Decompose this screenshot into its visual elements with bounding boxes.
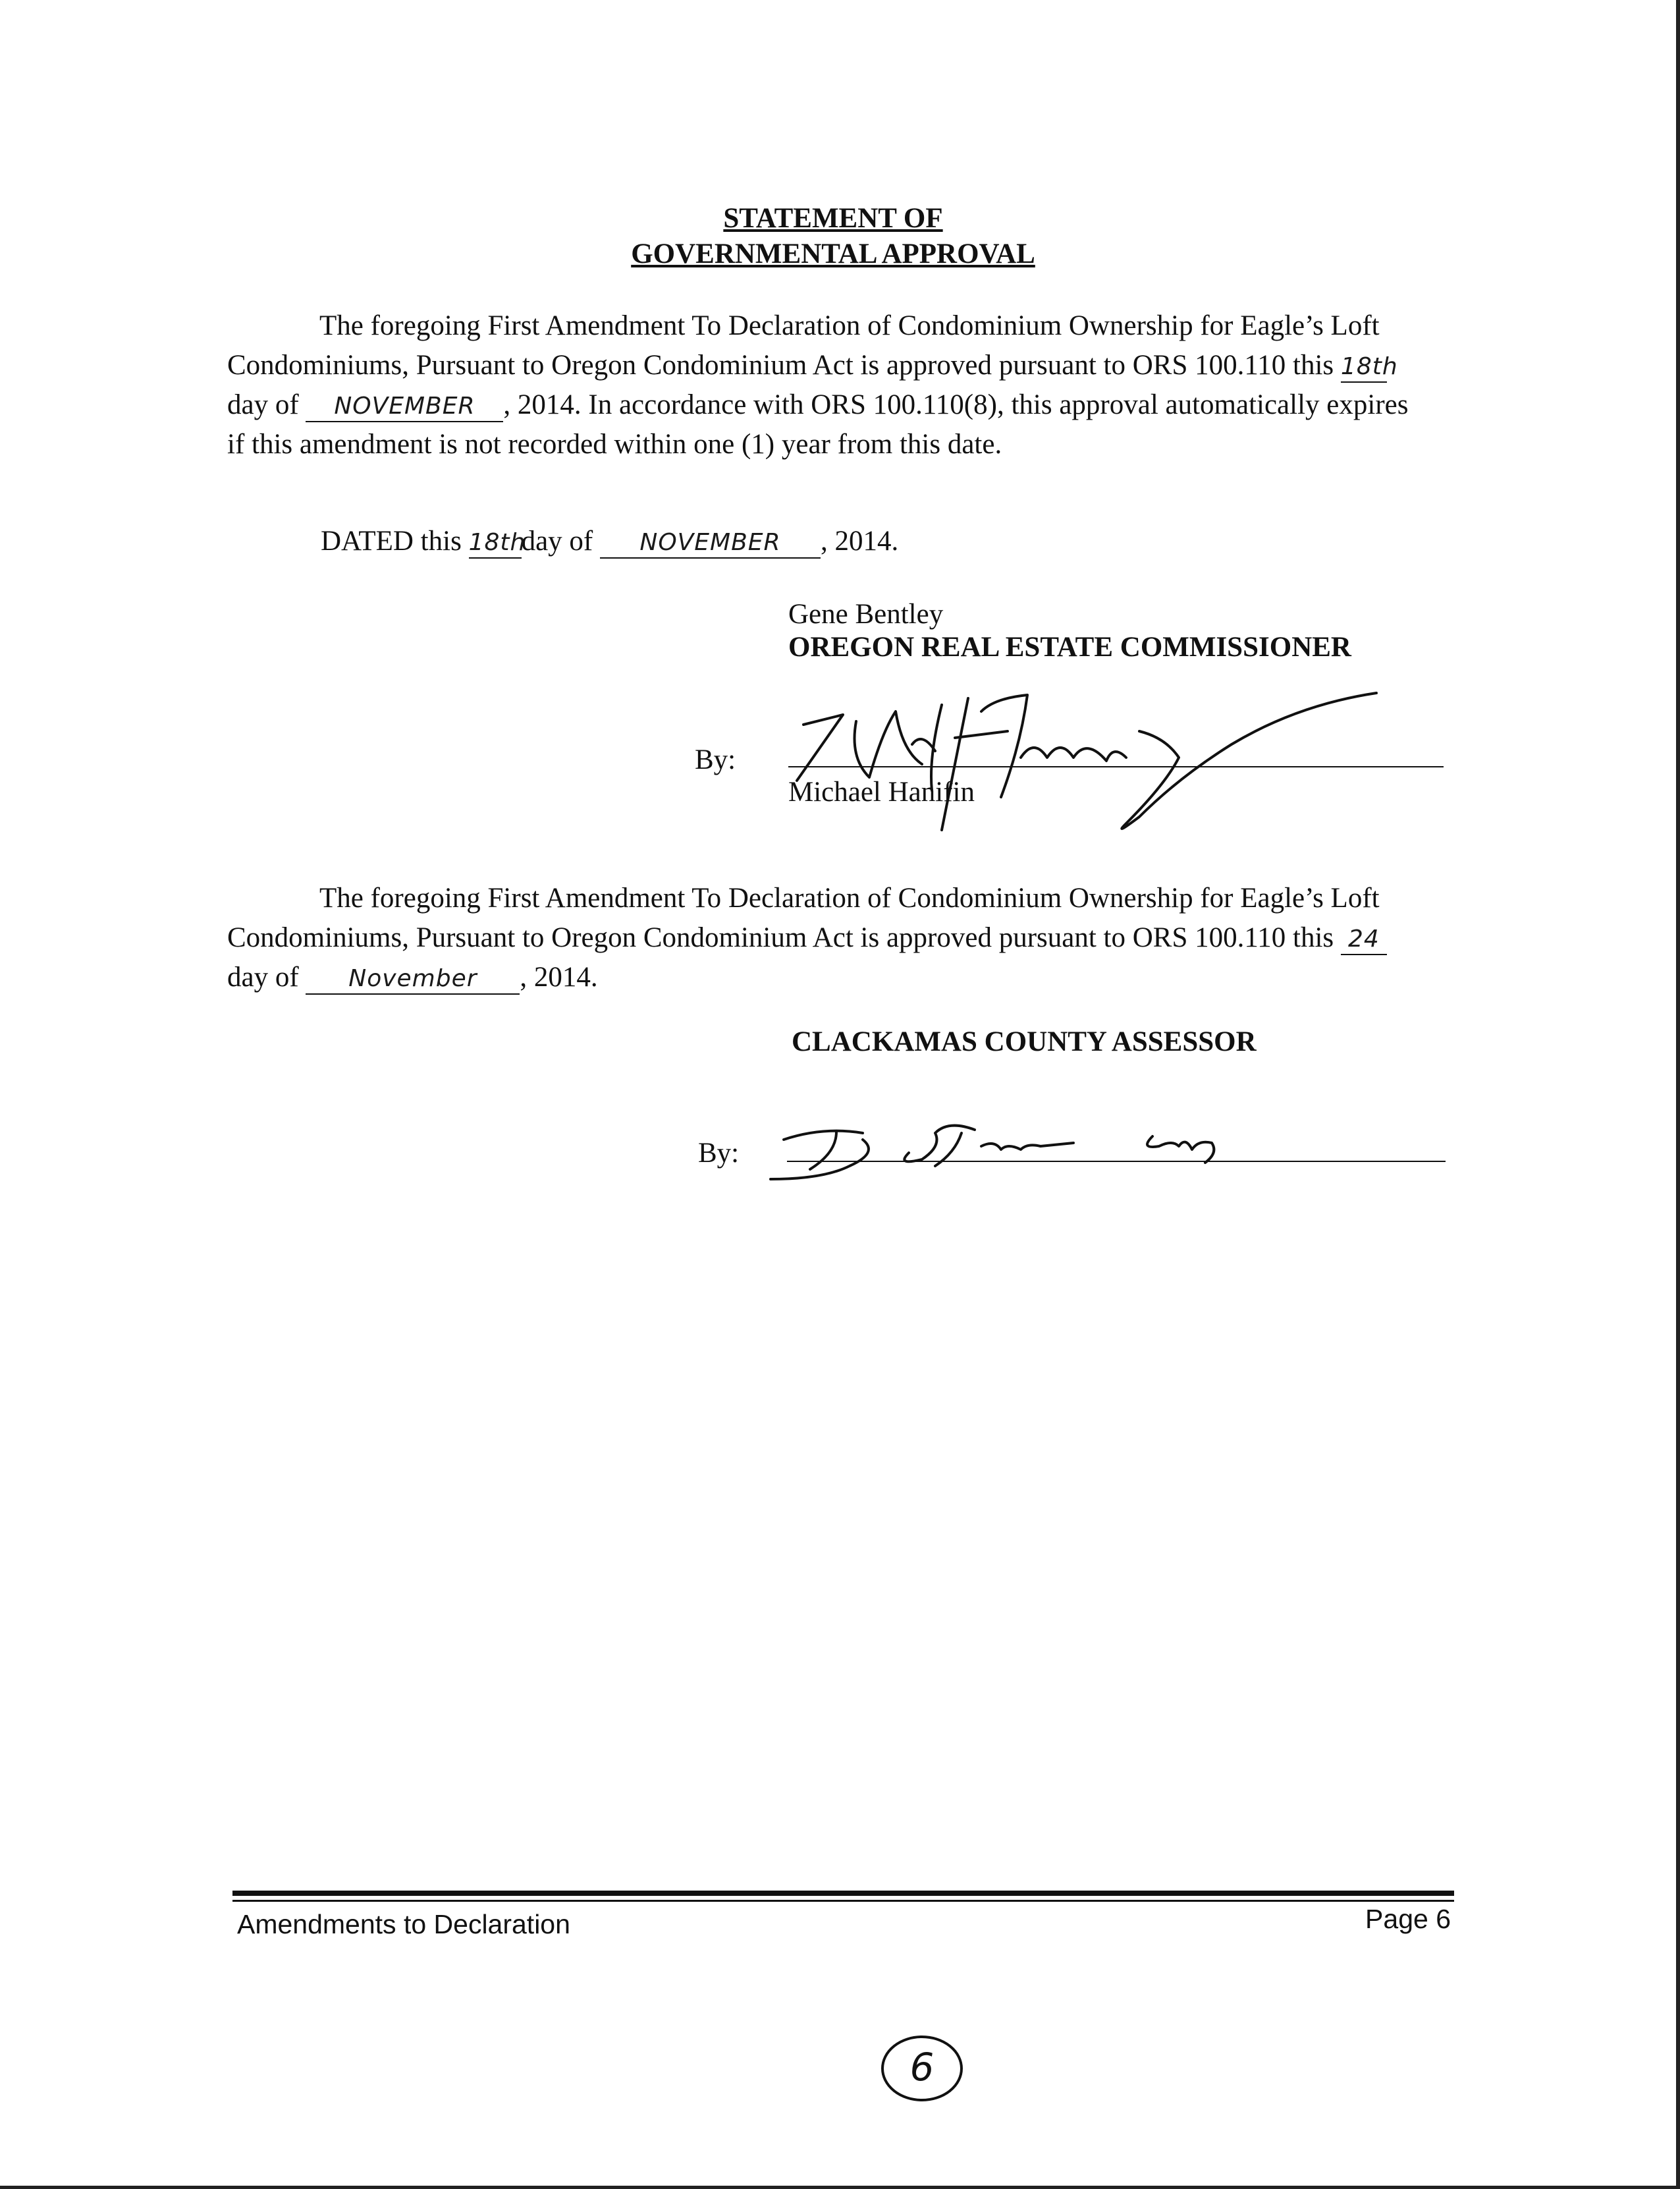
dated-month: NOVEMBER: [639, 529, 781, 556]
para2-month: November: [348, 965, 477, 992]
para1-text-b: day of: [227, 389, 299, 420]
para2-day-blank: [1341, 924, 1387, 955]
commissioner-signer-name: Michael Hanifin: [788, 777, 975, 808]
footer-rule-thin: [232, 1900, 1454, 1902]
scan-edge-bottom: [0, 2186, 1680, 2189]
para2-day: 24: [1348, 926, 1380, 953]
dated-line: [321, 524, 898, 559]
approval-paragraph-assessor: [227, 879, 1432, 997]
scan-edge-right: [1676, 0, 1680, 2189]
para1-month-blank: [306, 391, 503, 422]
footer-left-text: Amendments to Declaration: [237, 1909, 570, 1939]
para2-text-b: day of: [227, 962, 299, 993]
commissioner-signature: [771, 685, 1390, 837]
footer-rule-thick: [232, 1891, 1454, 1896]
para2-month-blank: [306, 963, 520, 995]
commissioner-name: Gene Bentley: [788, 599, 944, 630]
commissioner-title: OREGON REAL ESTATE COMMISSIONER: [788, 632, 1351, 663]
dated-day-blank: [468, 527, 526, 559]
commissioner-by-label: By:: [695, 744, 736, 775]
footer-page-number: Page 6: [1365, 1904, 1451, 1934]
title-line-1: STATEMENT OF: [723, 203, 943, 234]
handwritten-page-number: 6: [909, 2045, 935, 2090]
para1-text-a: The foregoing First Amendment To Declaration of Condominium Ownership for Eagle’s Loft Condominiums, Pursuant to Oregon Condominium Act is approved pursuant to ORS 100.110 this: [227, 310, 1380, 381]
para2-text-c: , 2014.: [520, 962, 598, 993]
para1-text-c: , 2014. In accordance with ORS 100.110(8), this approval automatically expires if this amendment is not recorded within one (1) year from this date.: [227, 389, 1409, 460]
handwritten-page-circle: [876, 2029, 968, 2108]
dated-month-blank: [600, 527, 821, 559]
dated-prefix: DATED this: [321, 526, 462, 557]
assessor-signature: [764, 1113, 1264, 1186]
para2-text-a: The foregoing First Amendment To Declaration of Condominium Ownership for Eagle’s Loft Condominiums, Pursuant to Oregon Condominium Act is approved pursuant to ORS 100.110 this: [227, 883, 1380, 953]
assessor-title: CLACKAMAS COUNTY ASSESSOR: [792, 1026, 1257, 1057]
assessor-by-label: By:: [698, 1138, 740, 1169]
dated-suffix: , 2014.: [820, 526, 899, 557]
para1-month: NOVEMBER: [334, 393, 475, 420]
para1-day: 18th: [1340, 353, 1398, 380]
para1-day-blank: [1340, 351, 1398, 383]
approval-paragraph-commissioner: [227, 306, 1432, 464]
dated-day: 18th: [468, 529, 526, 556]
title-line-2: GOVERNMENTAL APPROVAL: [631, 238, 1035, 269]
dated-middle: day of: [521, 526, 593, 557]
